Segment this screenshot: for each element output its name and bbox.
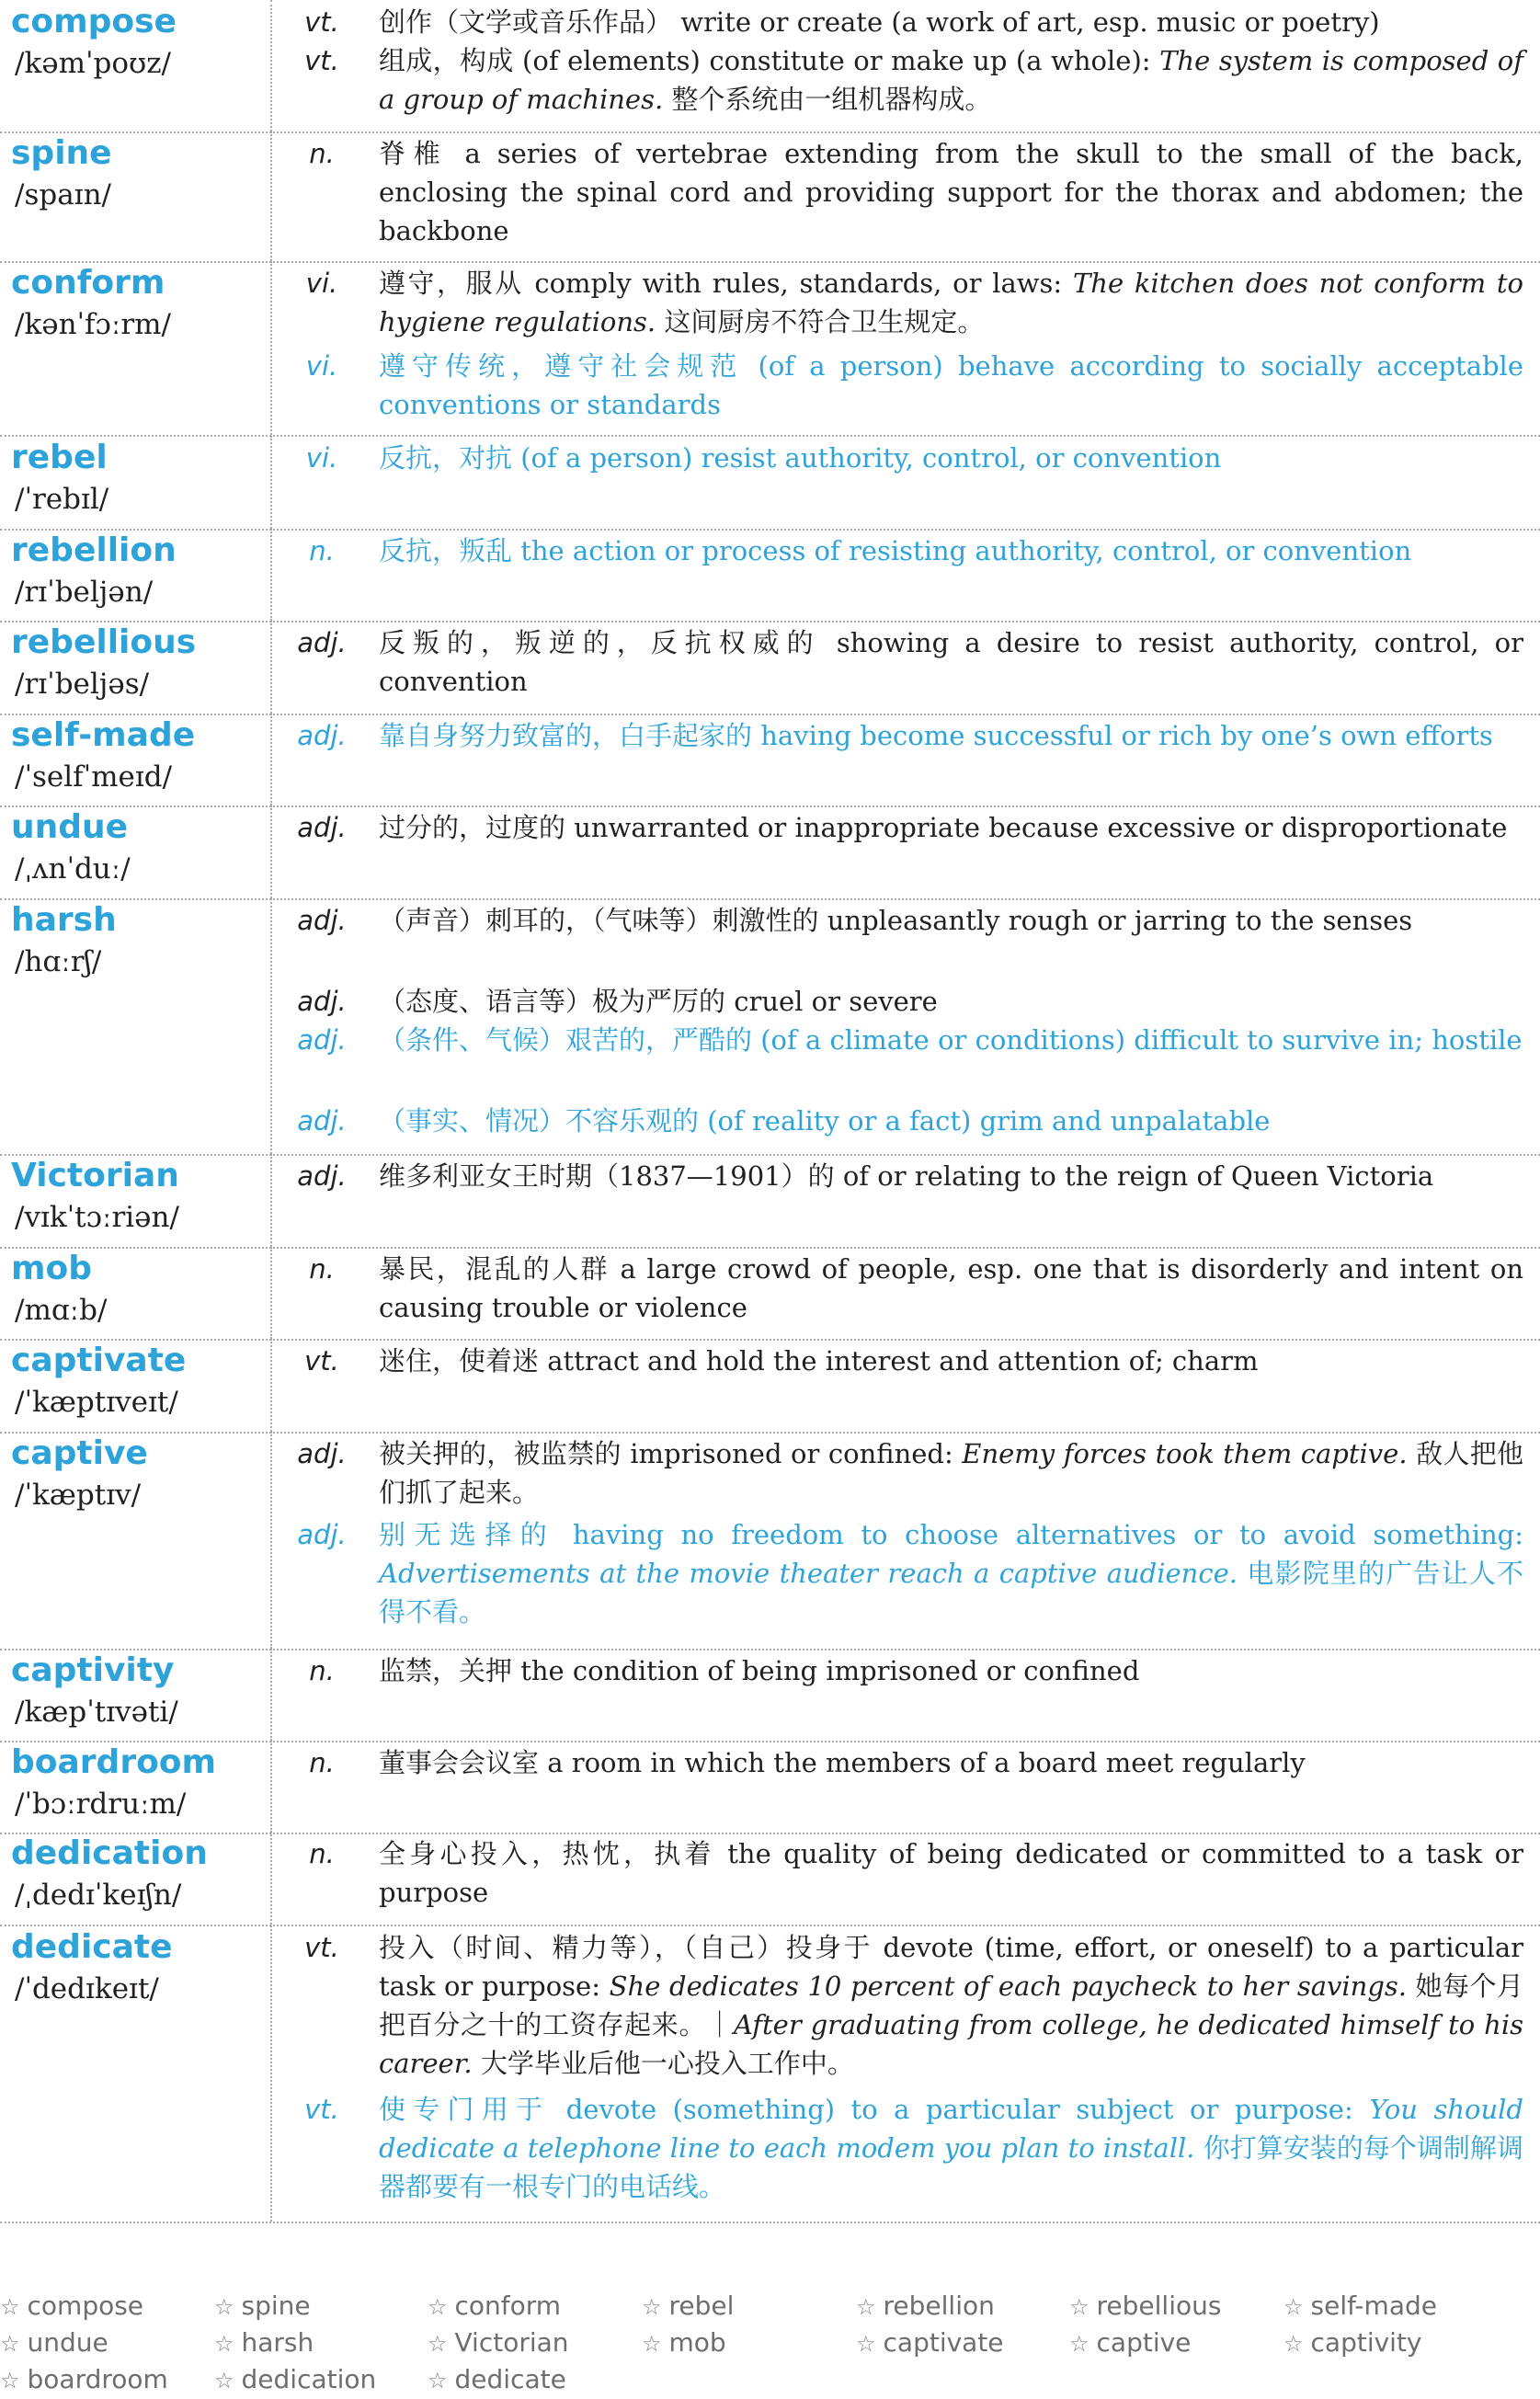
index-word [428, 2325, 569, 2362]
index-word-label: undue [27, 2327, 108, 2358]
definition [379, 1102, 1523, 1140]
star-icon: ☆ [642, 2294, 662, 2320]
definition-text: 维多利亚女王时期（1837—1901）的 of or relating to the reign of Queen Victoria [379, 1160, 1434, 1192]
headword: rebellion [11, 531, 177, 569]
example-translation: 这间厨房不符合卫生规定。 [656, 306, 985, 337]
index-word [0, 2325, 108, 2362]
index-word-label: mob [668, 2327, 726, 2358]
headword: dedication [11, 1834, 208, 1872]
star-icon: ☆ [1283, 2294, 1304, 2320]
index-word [1283, 2288, 1437, 2325]
definition-text: 暴民，混乱的人群 a large crowd of people, esp. one that is disorderly and intent on causing trouble or violence [379, 1253, 1523, 1323]
index-word [1069, 2288, 1221, 2325]
definition [379, 2090, 1523, 2206]
definition [379, 623, 1523, 701]
index-word-label: boardroom [27, 2364, 168, 2394]
definition-text: 投入（时间、精力等），（自己）投身于 devote (time, effort, or oneself) to a particular task or purpose: [379, 1932, 1523, 2002]
definition-text: （声音）刺耳的，（气味等）刺激性的 unpleasantly rough or jarring to the senses [379, 905, 1413, 936]
index-word-label: Victorian [454, 2327, 569, 2358]
part-of-speech: vt. [304, 2094, 339, 2125]
index-word-label: spine [241, 2290, 311, 2321]
entry-rebellion [0, 529, 1540, 623]
definition [379, 1651, 1523, 1690]
pronunciation: /ˌdedɪˈkeɪʃn/ [15, 1879, 182, 1912]
definition [379, 1928, 1523, 2083]
index-word [856, 2325, 1004, 2362]
part-of-speech: adj. [297, 812, 347, 843]
definition-text: （事实、情况）不容乐观的 (of reality or a fact) grim and unpalatable [379, 1105, 1271, 1137]
part-of-speech: adj. [297, 905, 347, 936]
definition-text: 被关押的，被监禁的 imprisoned or confined: [379, 1438, 963, 1469]
definition [379, 134, 1523, 250]
entry-dedication [0, 1832, 1540, 1926]
headword: conform [11, 264, 165, 302]
pronunciation: /hɑːrʃ/ [15, 945, 102, 978]
index-word [1283, 2325, 1422, 2362]
index-word [856, 2288, 995, 2325]
index-word-label: rebel [668, 2290, 735, 2321]
definition-text: 反抗，叛乱 the action or process of resisting authority, control, or convention [379, 535, 1412, 566]
definition-text: 创作（文学或音乐作品） write or create (a work of art, esp. music or poetry) [379, 6, 1380, 38]
star-icon: ☆ [214, 2294, 234, 2320]
index-word-label: captivate [883, 2327, 1004, 2358]
definition [379, 982, 1523, 1021]
star-icon: ☆ [428, 2331, 448, 2357]
entry-captivate [0, 1339, 1540, 1434]
part-of-speech: vi. [305, 442, 338, 474]
definition [379, 1021, 1523, 1059]
definition [379, 531, 1523, 570]
pronunciation: /ˈdedɪkeɪt/ [15, 1972, 159, 2005]
pronunciation: /vɪkˈtɔːriən/ [15, 1201, 179, 1234]
headword: captivate [11, 1342, 187, 1379]
headword: captivity [11, 1651, 175, 1689]
definition-text: 别无选择的 having no freedom to choose alternatives or to avoid something: [379, 1519, 1523, 1550]
entry-dedicate [0, 1925, 1540, 2223]
entry-rebellious [0, 621, 1540, 715]
index-word [1069, 2325, 1191, 2362]
definition-text: 反抗，对抗 (of a person) resist authority, control, or convention [379, 442, 1222, 474]
example-sentence: The system is composed of a group of machines. [379, 45, 1523, 115]
headword: harsh [11, 901, 117, 939]
pronunciation: /ˈbɔːrdruːm/ [15, 1788, 187, 1821]
part-of-speech: n. [309, 1838, 335, 1869]
pronunciation: /rɪˈbeljəs/ [15, 668, 150, 701]
index-word-label: compose [27, 2290, 144, 2321]
pronunciation: /spaɪn/ [15, 178, 112, 211]
index-word-label: rebellion [883, 2290, 995, 2321]
definition [379, 1434, 1523, 1512]
example-translation: 她每个月把百分之十的工资存起来。｜ [379, 1971, 1524, 2040]
example-sentence: You should dedicate a telephone line to each modem you plan to install. [379, 2094, 1523, 2164]
star-icon: ☆ [856, 2331, 876, 2357]
definition-text: 组成，构成 (of elements) constitute or make up (a whole): [379, 45, 1160, 76]
example-translation: 整个系统由一组机器构成。 [663, 84, 992, 115]
entry-conform [0, 261, 1540, 437]
pronunciation: /ˈselfˈmeɪd/ [15, 760, 173, 794]
definition [379, 3, 1523, 41]
example-translation: 你打算安装的每个调制解调器都要有一根专门的电话线。 [379, 2132, 1523, 2202]
part-of-speech: n. [309, 535, 335, 566]
definition [379, 716, 1523, 755]
headword: captive [11, 1434, 148, 1472]
part-of-speech: n. [309, 1655, 335, 1686]
part-of-speech: vt. [304, 1932, 339, 1963]
part-of-speech: vt. [304, 6, 339, 38]
index-word [214, 2361, 376, 2399]
headword: rebellious [11, 623, 197, 661]
entry-captive [0, 1432, 1540, 1651]
star-icon: ☆ [1069, 2294, 1089, 2320]
pronunciation: /ˈrebɪl/ [15, 483, 109, 516]
example-sentence: She dedicates 10 percent of each paycheck to her savings. [609, 1971, 1408, 2002]
definition [379, 439, 1523, 477]
definition-text: 遵守，服从 comply with rules, standards, or laws: [379, 268, 1073, 299]
example-translation: 敌人把他们抓了起来。 [379, 1438, 1524, 1508]
definition [379, 1157, 1523, 1195]
star-icon: ☆ [0, 2331, 20, 2357]
entry-victorian [0, 1154, 1540, 1249]
index-word [214, 2288, 311, 2325]
index-word-label: rebellious [1096, 2290, 1222, 2321]
example-sentence: The kitchen does not conform to hygiene regulations. [379, 268, 1523, 337]
definition-text: 使专门用于 devote (something) to a particular subject or purpose: [379, 2094, 1370, 2125]
index-word-label: harsh [241, 2327, 314, 2358]
pronunciation: /ˌʌnˈduː/ [15, 852, 131, 885]
star-icon: ☆ [1283, 2331, 1304, 2357]
part-of-speech: adj. [297, 720, 347, 751]
definition-text: 反叛的，叛逆的，反抗权威的 showing a desire to resist authority, control, or convention [379, 627, 1523, 697]
example-sentence: Advertisements at the movie theater reach a captive audience. [379, 1558, 1238, 1589]
entry-rebel [0, 436, 1540, 531]
headword: self-made [11, 716, 196, 754]
index-word [642, 2325, 726, 2362]
definition-text: 全身心投入，热忱，执着 the quality of being dedicated or committed to a task or purpose [379, 1838, 1523, 1908]
star-icon: ☆ [1069, 2331, 1089, 2357]
example-translation: 大学毕业后他一心投入工作中。 [472, 2048, 854, 2079]
definition [379, 1743, 1523, 1782]
part-of-speech: adj. [297, 1160, 347, 1192]
headword: undue [11, 808, 129, 846]
star-icon: ☆ [0, 2368, 20, 2393]
definition-text: （态度、语言等）极为严厉的 cruel or severe [379, 986, 938, 1017]
part-of-speech: vt. [304, 1345, 339, 1377]
index-word [428, 2361, 566, 2399]
pronunciation: /kəmˈpoʊz/ [15, 47, 172, 80]
definition-text: 监禁，关押 the condition of being imprisoned or confined [379, 1655, 1140, 1686]
definition [379, 1515, 1523, 1631]
headword: compose [11, 3, 177, 40]
part-of-speech: adj. [297, 986, 347, 1017]
index-word [0, 2288, 143, 2325]
definition [379, 264, 1523, 341]
pronunciation: /kənˈfɔːrm/ [15, 308, 172, 341]
definition [379, 41, 1523, 119]
definition-text: （条件、气候）艰苦的，严酷的 (of a climate or conditions) difficult to survive in; hostile [379, 1024, 1523, 1056]
star-icon: ☆ [214, 2331, 234, 2357]
headword: dedicate [11, 1928, 173, 1966]
pronunciation: /rɪˈbeljən/ [15, 576, 154, 609]
pronunciation: /mɑːb/ [15, 1294, 108, 1327]
entry-harsh [0, 898, 1540, 1156]
headword: mob [11, 1250, 93, 1287]
star-icon: ☆ [428, 2368, 448, 2393]
example-sentence: Enemy forces took them captive. [962, 1438, 1408, 1469]
headword: boardroom [11, 1743, 217, 1781]
entry-undue [0, 805, 1540, 900]
entry-boardroom [0, 1741, 1540, 1834]
star-icon: ☆ [428, 2294, 448, 2320]
entry-captivity [0, 1649, 1540, 1742]
example-sentence: After graduating from college, he dedicated himself to his career. [379, 2009, 1523, 2079]
index-word-label: dedication [241, 2364, 377, 2394]
index-word [428, 2288, 561, 2325]
part-of-speech: adj. [297, 1024, 347, 1056]
pronunciation: /ˈkæptɪveɪt/ [15, 1386, 178, 1419]
index-word-label: captivity [1310, 2327, 1422, 2358]
part-of-speech: vt. [304, 45, 339, 76]
definition [379, 1834, 1523, 1912]
index-word [642, 2288, 734, 2325]
definition-text: 迷住，使着迷 attract and hold the interest and attention of; charm [379, 1345, 1259, 1377]
part-of-speech: vi. [305, 268, 338, 299]
definition-text: 脊椎 a series of vertebrae extending from the skull to the small of the back, enclosing the spinal cord and providing support for the thorax and abdomen; the backbone [379, 138, 1523, 246]
index-word-label: dedicate [454, 2364, 566, 2394]
definition-text: 董事会会议室 a room in which the members of a board meet regularly [379, 1747, 1306, 1778]
entry-spine [0, 131, 1540, 263]
pronunciation: /kæpˈtɪvəti/ [15, 1696, 178, 1729]
star-icon: ☆ [214, 2368, 234, 2393]
star-icon: ☆ [856, 2294, 876, 2320]
part-of-speech: n. [309, 1747, 335, 1778]
entry-self-made [0, 714, 1540, 807]
definition [379, 347, 1523, 424]
headword: spine [11, 134, 112, 172]
headword: rebel [11, 439, 108, 476]
definition [379, 901, 1523, 940]
index-word-label: conform [454, 2290, 562, 2321]
index-word-label: self-made [1310, 2290, 1437, 2321]
part-of-speech: adj. [297, 1105, 347, 1137]
definition-text: 过分的，过度的 unwarranted or inappropriate because excessive or disproportionate [379, 812, 1508, 843]
definition-text: 靠自身努力致富的，白手起家的 having become successful or rich by one’s own efforts [379, 720, 1493, 751]
part-of-speech: n. [309, 138, 335, 169]
part-of-speech: vi. [305, 350, 338, 382]
headword: Victorian [11, 1157, 179, 1194]
example-translation: 电影院里的广告让人不得不看。 [379, 1558, 1523, 1628]
index-word [214, 2325, 314, 2362]
entry-mob [0, 1247, 1540, 1341]
part-of-speech: adj. [297, 1519, 347, 1550]
part-of-speech: adj. [297, 627, 347, 658]
index-word-label: captive [1096, 2327, 1192, 2358]
part-of-speech: n. [309, 1253, 335, 1285]
definition-text: 遵守传统，遵守社会规范 (of a person) behave according to socially acceptable conventions or standards [379, 350, 1523, 420]
entry-compose [0, 0, 1540, 133]
definition [379, 1342, 1523, 1380]
star-icon: ☆ [642, 2331, 662, 2357]
pronunciation: /ˈkæptɪv/ [15, 1479, 142, 1512]
star-icon: ☆ [0, 2294, 20, 2320]
definition [379, 808, 1523, 847]
word-index [0, 2288, 1540, 2395]
definition [379, 1250, 1523, 1327]
index-word [0, 2361, 168, 2399]
part-of-speech: adj. [297, 1438, 347, 1469]
